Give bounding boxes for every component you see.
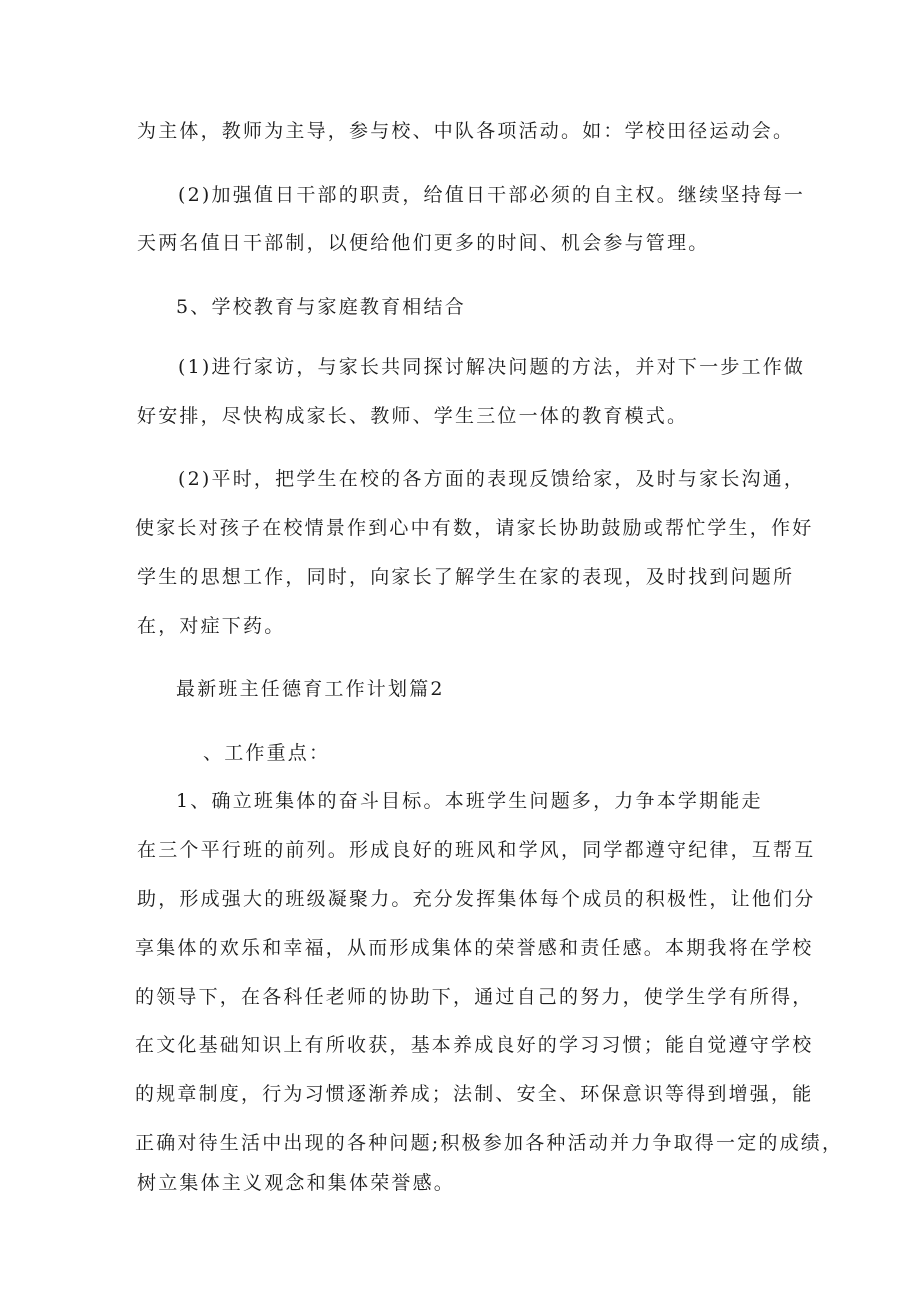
- text-line: 在，对症下药。: [137, 615, 286, 637]
- text-line: 为主体，教师为主导，参与校、中队各项活动。如：学校田径运动会。: [137, 120, 795, 142]
- text-line: 正确对待生活中出现的各种问题;积极参加各种活动并力争取得一定的成绩，: [135, 1132, 844, 1154]
- text-line: 助，形成强大的班级凝聚力。充分发挥集体每个成员的积极性，让他们分: [137, 888, 816, 910]
- text-line: 在三个平行班的前列。形成良好的班风和学风，同学都遵守纪律，互帮互: [137, 839, 816, 861]
- text-line: (2)平时，把学生在校的各方面的表现反馈给家，及时与家长沟通，: [178, 468, 806, 490]
- text-line: 享集体的欢乐和幸福，从而形成集体的荣誉感和责任感。本期我将在学校: [135, 937, 814, 959]
- text-line: (1)进行家访，与家长共同探讨解决问题的方法，并对下一步工作做: [178, 356, 806, 378]
- text-line: 在文化基础知识上有所收获，基本养成良好的学习习惯；能自觉遵守学校: [135, 1034, 814, 1056]
- text-line: 天两名值日干部制，以便给他们更多的时间、机会参与管理。: [137, 232, 710, 254]
- section-heading: 、工作重点：: [203, 742, 331, 764]
- text-line: 的规章制度，行为习惯逐渐养成；法制、安全、环保意识等得到增强，能: [135, 1083, 814, 1105]
- text-line: 的领导下，在各科任老师的协助下，通过自己的努力，使学生学有所得，: [135, 986, 814, 1008]
- text-line: 树立集体主义观念和集体荣誉感。: [137, 1172, 456, 1194]
- document-title: 最新班主任德育工作计划篇2: [176, 678, 445, 700]
- text-line: 好安排，尽快构成家长、教师、学生三位一体的教育模式。: [137, 405, 689, 427]
- text-line: 1、确立班集体的奋斗目标。本班学生问题多，力争本学期能走: [176, 790, 763, 812]
- text-line: 学生的思想工作，同时，向家长了解学生在家的表现，及时找到问题所: [137, 566, 795, 588]
- text-line: (2)加强值日干部的职责，给值日干部必须的自主权。继续坚持每一: [178, 184, 806, 206]
- section-heading: 5、学校教育与家庭教育相结合: [176, 296, 466, 318]
- text-line: 使家长对孩子在校情景作到心中有数，请家长协助鼓励或帮忙学生，作好: [135, 517, 814, 539]
